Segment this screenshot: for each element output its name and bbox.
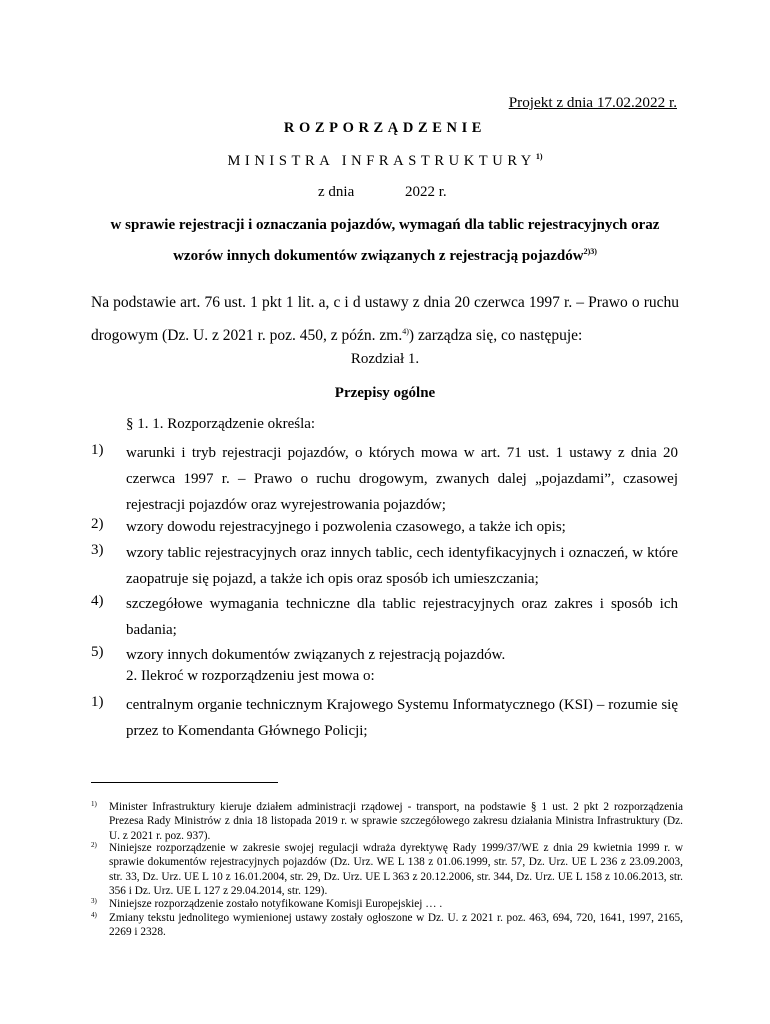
list-item-number: 5) — [91, 644, 104, 660]
intro-paragraph — [91, 288, 679, 350]
footnote-text: Zmiany tekstu jednolitego wymienionej ustawy zostały ogłoszone w Dz. U. z 2021 r. poz. 463, 694, 720, 1641, 1997, 2165, 2269 i 2328. — [109, 912, 683, 939]
list-item: wzory innych dokumentów związanych z rejestracją pojazdów. — [126, 647, 506, 663]
list-item: szczegółowe wymagania techniczne dla tablic rejestracyjnych oraz zakres i sposób ich badania; — [126, 596, 678, 638]
list-item-number: 3) — [91, 542, 104, 558]
list-item-number: 1) — [91, 442, 104, 458]
intro-footnote-ref: 4) — [402, 327, 409, 336]
footnote-mark: 4) — [91, 911, 97, 919]
document-title: ROZPORZĄDZENIE — [283, 120, 487, 136]
intro-text-b: ) zarządza się, co następuje: — [408, 327, 583, 345]
draft-date: Projekt z dnia 17.02.2022 r. — [508, 94, 677, 111]
chapter-title: Przepisy ogólne — [334, 385, 436, 401]
footnote-mark: 3) — [91, 897, 97, 905]
list-item: centralnym organie technicznym Krajowego Systemu Informatycznego (KSI) – rozumie się przez to Komendanta Głównego Policji; — [126, 697, 678, 739]
subject-text: wzorów innych dokumentów związanych z rejestracją pojazdów — [173, 248, 584, 264]
subject-line-2 — [0, 247, 770, 265]
date-prefix: z dnia — [318, 184, 355, 200]
list-item: wzory tablic rejestracyjnych oraz innych tablic, cech identyfikacyjnych i oznaczeń, w które zaopatruje się pojazd, a także ich opis oraz sposób ich umieszczania; — [126, 545, 678, 587]
section-heading: § 1. 1. Rozporządzenie określa: — [126, 416, 316, 432]
date-year: 2022 r. — [405, 184, 447, 200]
footnote-separator — [91, 782, 278, 783]
subject-line-1: w sprawie rejestracji i oznaczania pojazdów, wymagań dla tablic rejestracyjnych oraz — [110, 217, 660, 233]
footnote-text: Niniejsze rozporządzenie zostało notyfikowane Komisji Europejskiej … . — [109, 898, 443, 910]
list-item-number: 2) — [91, 516, 104, 532]
chapter-label: Rozdział 1. — [350, 351, 420, 367]
footnote-text: Minister Infrastruktury kieruje działem administracji rządowej - transport, na podstawie § 1 ust. 2 pkt 2 rozporządzenia Prezesa Rady Ministrów z dnia 18 listopada 2019 r. w sprawie szczegółowego zakresu działania Ministra Infrastruktury (Dz. U. z 2021 r. poz. 937). — [109, 801, 683, 842]
list-item-number: 1) — [91, 694, 104, 710]
footnote-mark: 2) — [91, 841, 97, 849]
issuer-name: MINISTRA INFRASTRUKTURY — [227, 152, 536, 169]
footnote-mark: 1) — [91, 800, 97, 808]
list-item: warunki i tryb rejestracji pojazdów, o których mowa w art. 71 ust. 1 ustawy z dnia 20 czerwca 1997 r. – Prawo o ruchu drogowym, zwanych dalej „pojazdami”, czasowej rejestracji pojazdów oraz wyrejestrowania pojazdów; — [126, 445, 678, 513]
list-item-number: 4) — [91, 593, 104, 609]
issuer-title — [0, 152, 770, 170]
section-subheading: 2. Ilekroć w rozporządzeniu jest mowa o: — [126, 668, 375, 684]
footnote-text: Niniejsze rozporządzenie w zakresie swojej regulacji wdraża dyrektywę Rady 1999/37/WE z dnia 29 kwietnia 1999 r. w sprawie dokumentów rejestracyjnych pojazdów (Dz. Urz. WE L 138 z 01.06.1999, str. 57, Dz. Urz. UE L 236 z 23.09.2003, str. 33, Dz. Urz. UE L 10 z 16.01.2004, str. 29, Dz. Urz. UE L 363 z 20.12.2006, str. 344, Dz. Urz. UE L 158 z 10.06.2013, str. 356 i Dz. Urz. UE L 127 z 29.04.2014, str. 129). — [109, 842, 683, 897]
subject-footnote-ref: 2)3) — [583, 247, 597, 256]
intro-text-a: Na podstawie art. 76 ust. 1 pkt 1 lit. a, c i d ustawy z dnia 20 czerwca 1997 r. – Prawo o ruchu drogowym (Dz. U. z 2021 r. poz. 450, z późn. zm. — [91, 294, 679, 345]
issuer-footnote-ref: 1) — [535, 152, 543, 161]
list-item: wzory dowodu rejestracyjnego i pozwolenia czasowego, a także ich opis; — [126, 519, 566, 535]
